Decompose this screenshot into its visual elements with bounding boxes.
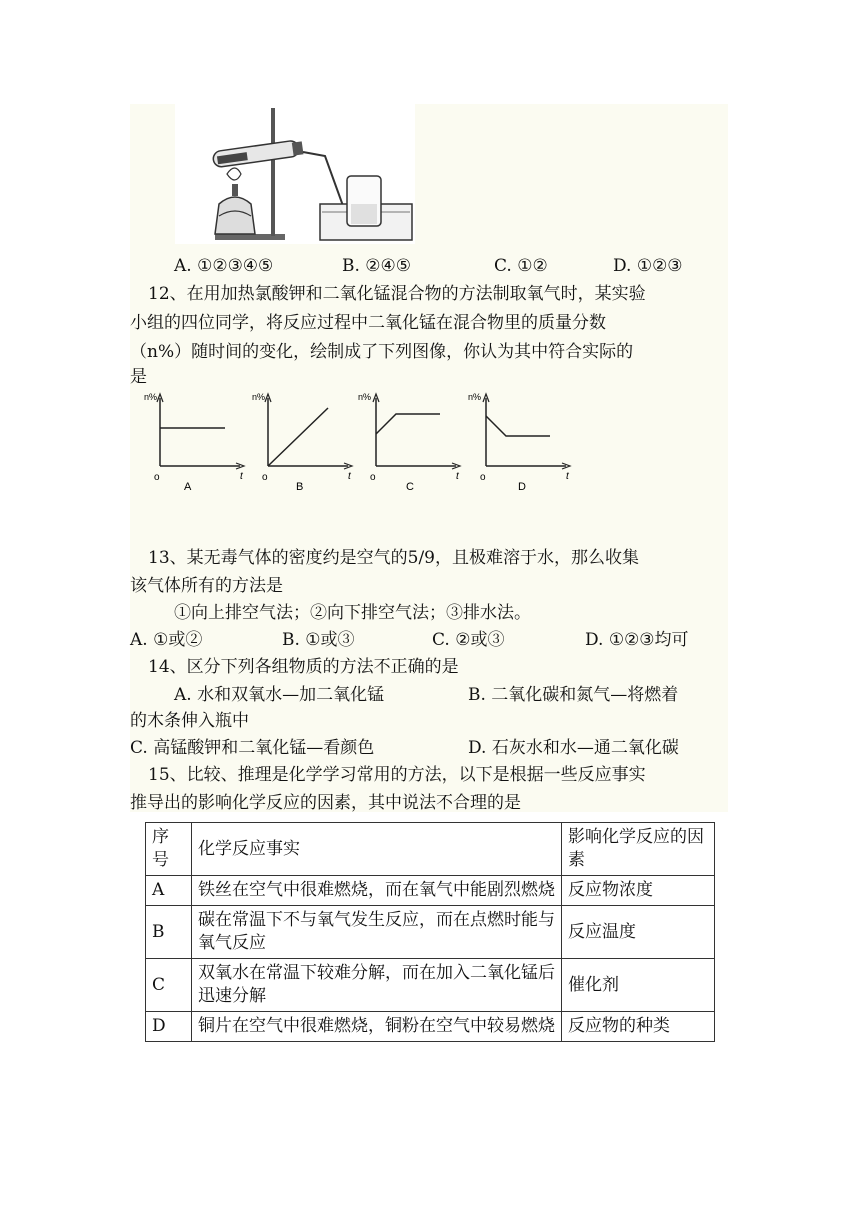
q12-stem-line-1: 12、在用加热氯酸钾和二氧化锰混合物的方法制取氧气时，某实验	[148, 284, 646, 304]
q13-stem-line-2: 该气体所有的方法是	[130, 576, 283, 596]
q12-stem-line-3: （n%）随时间的变化，绘制成了下列图像，你认为其中符合实际的	[130, 342, 634, 362]
table-cell: 反应物浓度	[562, 876, 715, 906]
q12-graph-b-label: B	[296, 481, 304, 493]
q11-option-c: C. ①②	[494, 256, 548, 276]
q12-stem-line-2: 小组的四位同学，将反应过程中二氧化锰在混合物里的质量分数	[130, 313, 606, 333]
q12-graph-b	[252, 392, 352, 493]
oxygen-apparatus-illustration	[175, 104, 415, 244]
q13-option-b: B. ①或③	[282, 630, 355, 650]
q12-graph-a-origin: o	[154, 472, 160, 483]
q12-graphs	[130, 386, 590, 496]
table-cell: 反应温度	[562, 906, 715, 959]
q15-stem-line-2: 推导出的影响化学反应的因素，其中说法不合理的是	[130, 793, 521, 813]
table-header-cell: 化学反应事实	[192, 823, 562, 876]
table-row	[146, 906, 715, 959]
q13-option-d: D. ①②③均可	[585, 630, 689, 650]
q13-option-a: A. ①或②	[130, 630, 203, 650]
q12-graph-a-y-label: n%	[144, 392, 158, 402]
table-cell: 反应物的种类	[562, 1012, 715, 1042]
q12-graph-d-y-label: n%	[468, 392, 482, 402]
q12-graph-a-label: A	[184, 481, 192, 493]
q11-option-a: A. ①②③④⑤	[174, 256, 274, 276]
q12-graph-b-y-label: n%	[252, 392, 266, 402]
q12-graph-c-y-label: n%	[358, 392, 372, 402]
q12-graph-d	[468, 392, 570, 493]
q12-graph-a-x-label: t	[240, 471, 243, 482]
q14-option-d: D. 石灰水和水—通二氧化碳	[468, 738, 679, 758]
table-header-cell: 影响化学反应的因素	[562, 823, 715, 876]
table-row	[146, 1012, 715, 1042]
q12-graph-b-x-label: t	[348, 471, 351, 482]
q11-option-d: D. ①②③	[613, 256, 683, 276]
q14-option-b-line-1: B. 二氧化碳和氮气—将燃着	[468, 685, 679, 705]
q12-graph-b-origin: o	[262, 472, 268, 483]
table-cell: 铜片在空气中很难燃烧，铜粉在空气中较易燃烧	[192, 1012, 562, 1042]
table-cell: C	[146, 959, 192, 1012]
table-cell: 铁丝在空气中很难燃烧，而在氧气中能剧烈燃烧	[192, 876, 562, 906]
table-cell: A	[146, 876, 192, 906]
q12-graph-d-label: D	[518, 481, 526, 493]
table-cell: 双氧水在常温下较难分解，而在加入二氧化锰后迅速分解	[192, 959, 562, 1012]
q14-stem: 14、区分下列各组物质的方法不正确的是	[148, 657, 459, 677]
table-cell: D	[146, 1012, 192, 1042]
q14-option-c: C. 高锰酸钾和二氧化锰—看颜色	[130, 738, 375, 758]
table-cell: 碳在常温下不与氧气发生反应，而在点燃时能与氧气反应	[192, 906, 562, 959]
q11-option-b: B. ②④⑤	[342, 256, 412, 276]
table-row	[146, 959, 715, 1012]
table-row	[146, 876, 715, 906]
q14-option-a: A. 水和双氧水—加二氧化锰	[174, 685, 385, 705]
q15-stem-line-1: 15、比较、推理是化学学习常用的方法，以下是根据一些反应事实	[148, 765, 646, 785]
q13-stem-line-1: 13、某无毒气体的密度约是空气的5/9，且极难溶于水，那么收集	[148, 548, 639, 568]
q12-graph-a	[144, 392, 244, 493]
q12-graph-d-x-label: t	[566, 471, 569, 482]
q12-stem-line-4: 是	[130, 367, 147, 387]
q12-graph-c-label: C	[406, 481, 414, 493]
q15-reaction-table	[145, 822, 715, 1042]
table-header-row	[146, 823, 715, 876]
q14-option-b-line-2: 的木条伸入瓶中	[130, 711, 249, 731]
q13-methods: ①向上排空气法；②向下排空气法；③排水法。	[174, 603, 531, 623]
q12-graph-c-origin: o	[370, 472, 376, 483]
q12-graph-c-x-label: t	[456, 471, 459, 482]
table-header-cell: 序号	[146, 823, 192, 876]
table-cell: B	[146, 906, 192, 959]
q12-graph-c	[358, 392, 460, 493]
table-cell: 催化剂	[562, 959, 715, 1012]
q12-graph-d-origin: o	[480, 472, 486, 483]
q13-option-c: C. ②或③	[432, 630, 505, 650]
